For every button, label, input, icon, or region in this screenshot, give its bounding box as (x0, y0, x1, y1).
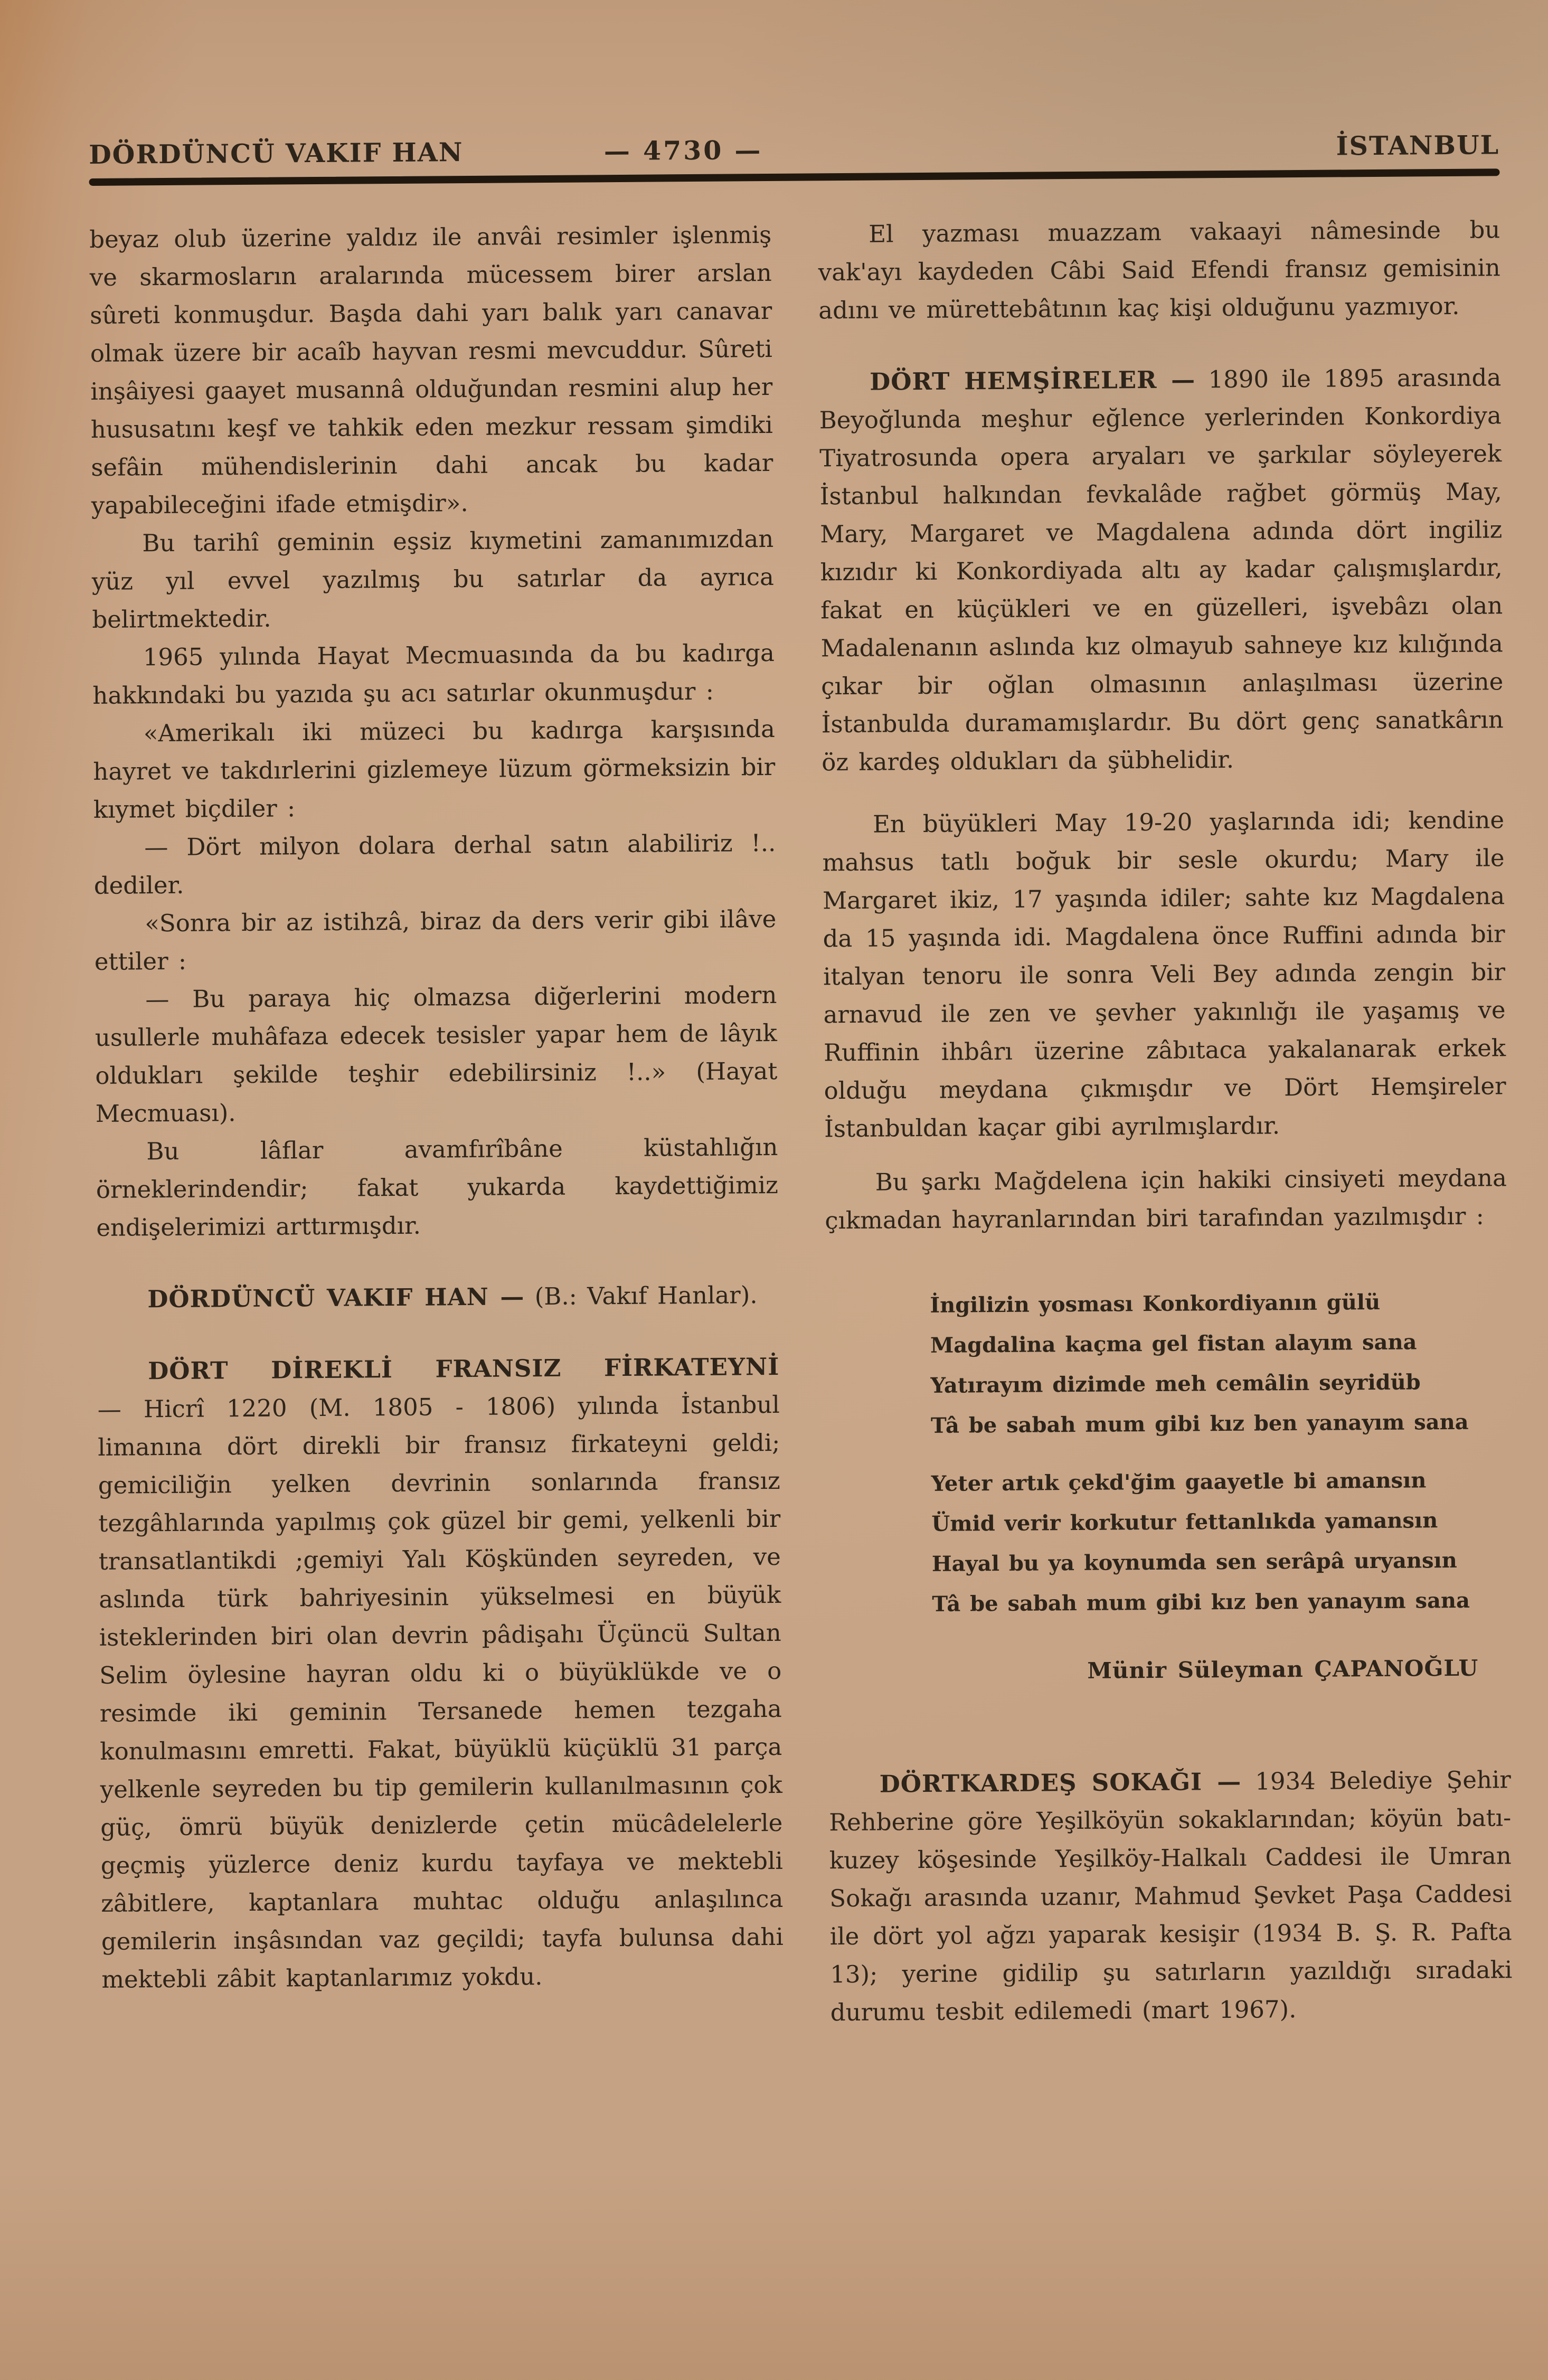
poem-line: Yeter artık çekd'ğim gaayetle bi amansın (931, 1468, 1427, 1496)
poem-line: Yatırayım dizimde meh cemâlin seyridüb (930, 1370, 1421, 1398)
paragraph: «Amerikalı iki müzeci bu kadırga karşısında hayret ve takdırlerini gizlemeye lüzum görmeksizin bir kıymet biçdiler : (93, 714, 776, 824)
paragraph: Bu şarkı Mağdelena için hakiki cinsiyeti meydana çıkmadan hayranlarından biri tarafından yazılmışdır : (825, 1164, 1507, 1235)
paragraph: En büyükleri May 19-20 yaşlarında idi; kendine mahsus tatlı boğuk bir sesle okurdu; Mary ile Margaret ikiz, 17 yaşında idiler; sahte kız Magdalena da 15 yaşında idi. Magdalena önce Ruffini adında bir italyan tenoru ile sonra Veli Bey adında zengin bir arnavud ile zen ve şevher yakınlığı ile yaşamış ve Ruffinin ihbârı üzerine zâbıtaca yakalanarak erkek olduğu meydana çıkmışdır ve Dört Hemşireler İstanbuldan kaçar gibi ayrılmışlardır. (822, 806, 1506, 1143)
poem-line: Ümid verir korkutur fettanlıkda yamansın (931, 1508, 1438, 1536)
poem-line: İngilizin yosması Konkordiyanın gülü (930, 1289, 1381, 1318)
poem-line: Tâ be sabah mum gibi kız ben yanayım sana (932, 1588, 1470, 1617)
poem-line: Magdalina kaçma gel fistan alayım sana (930, 1329, 1417, 1358)
paragraph: beyaz olub üzerine yaldız ile anvâi resimler işlenmiş ve skarmosların aralarında mücessem birer arslan sûreti konmuşdur. Başda dahi yarı balık yarı canavar olmak üzere bir acaîb hayvan resmi mevcuddur. Sûreti inşâiyesi gaayet musannâ olduğundan resmini alup her hususatını keşf ve tahkik eden mezkur ressam şimdiki sefâin mühendislerinin dahi ancak bu kadar yapabileceğini ifade etmişdir». (89, 220, 773, 520)
poem-line: Tâ be sabah mum gibi kız ben yanayım sana (930, 1409, 1469, 1438)
paragraph: — Dört milyon dolara derhal satın alabiliriz !.. dediler. (93, 828, 776, 900)
entry-text: 1934 Belediye Şehir Rehberine göre Yeşilköyün sokaklarından; köyün batı-kuzey köşesinde Yeşilköy-Halkalı Caddesi ile Umran Sokağı arasında uzanır, Mahmud Şevket Paşa Caddesi ile dört yol ağzı yaparak kesişir (1934 B. Ş. R. Pafta 13); yerine gidilip şu satırların yazıldığı sıradaki durumu tesbit edilemedi (mart 1967). (829, 1765, 1513, 2027)
poem-line: Hayal bu ya koynumda sen serâpâ uryansın (931, 1547, 1457, 1576)
entry-title: DÖRT DİREKLİ FRANSIZ FİRKATEYNİ (148, 1352, 780, 1385)
running-title-right: İSTANBUL (1336, 129, 1500, 162)
entry-dort-direkli-fransiz-firkateyni (97, 1348, 784, 1999)
paragraph: «Sonra bir az istihzâ, biraz da ders verir gibi ilâve ettiler : (94, 904, 777, 976)
page-header (89, 129, 1499, 170)
paragraph: El yazması muazzam vakaayi nâmesinde bu vak'ayı kaydeden Câbi Said Efendi fransız gemisinin adını ve mürettebâtının kaç kişi olduğunu yazmıyor. (818, 215, 1500, 325)
page-content (89, 129, 1513, 2037)
text-columns (89, 211, 1513, 2037)
running-title-left: DÖRDÜNCÜ VAKIF HAN (89, 137, 464, 170)
column-left (89, 216, 784, 2037)
entry-title: DÖRT HEMŞİRELER — (870, 365, 1196, 396)
paragraph: Bu lâflar avamfırîbâne küstahlığın örneklerindendir; fakat yukarda kaydettiğimiz endişelerimizi arttırmışdır. (96, 1132, 779, 1242)
column-right (818, 211, 1513, 2032)
entry-text: (B.: Vakıf Hanlar). (534, 1281, 758, 1311)
paragraph: — Bu paraya hiç olmazsa diğerlerini modern usullerle muhâfaza edecek tesisler yapar hem de lâyık oldukları şekilde teşhir edebilirsiniz !..» (Hayat Mecmuası). (95, 980, 778, 1128)
entry-dort-hemsireler (819, 358, 1504, 781)
paragraph: Bu tarihî geminin eşsiz kıymetini zamanımızdan yüz yıl evvel yazılmış bu satırlar da ayrıca belirtmektedir. (91, 524, 775, 634)
entry-text: 1890 ile 1895 arasında Beyoğlunda meşhur eğlence yerlerinden Konkordiya Tiyatrosunda opera aryaları ve şarkılar söyleyerek İstanbul halkından fevkalâde rağbet görmüş May, Mary, Margaret ve Magdalena adında dört ingiliz kızıdır ki Konkordiyada altı ay kadar çalışmışlardır, fakat en küçükleri ve en güzelleri, işvebâzı olan Madalenanın aslında kız olmayub sahneye kız kılığında çıkar bir oğlan olmasının anlaşılması üzerine İstanbulda duramamışlardır. Bu dört genç sanatkârın öz kardeş oldukları da şübhelidir. (819, 363, 1504, 777)
entry-title: DÖRDÜNCÜ VAKIF HAN — (147, 1282, 525, 1314)
header-rule (89, 168, 1500, 186)
poem-stanza-1 (930, 1290, 1508, 1438)
page-number: — 4730 — (603, 135, 763, 167)
entry-dorduncu-vakif-han (97, 1276, 779, 1319)
poem-attribution: Münir Süleyman ÇAPANOĞLU (1087, 1655, 1479, 1684)
folk-song-verses (930, 1290, 1509, 1616)
entry-dortkardes-sokagi (829, 1761, 1513, 2032)
poem-stanza-2 (931, 1468, 1510, 1616)
paragraph: 1965 yılında Hayat Mecmuasında da bu kadırga hakkındaki bu yazıda şu acı satırlar okunmuşdur : (92, 638, 775, 710)
entry-title: DÖRTKARDEŞ SOKAĞI — (879, 1767, 1242, 1798)
entry-text: — Hicrî 1220 (M. 1805 - 1806) yılında İstanbul limanına dört direkli bir fransız firkateyni geldi; gemiciliğin yelken devrinin sonlarında fransız tezgâhlarında yapılmış çok güzel bir gemi, yelkenli bir transatlantikdi ;gemiyi Yalı Köşkünden seyreden, ve aslında türk bahriyesinin yükselmesi en büyük isteklerinden biri olan devrin pâdişahı Üçüncü Sultan Selim öylesine hayran oldu ki o büyüklükde ve o resimde iki geminin Tersanede hemen tezgaha konulmasını emretti. Fakat, büyüklü küçüklü 31 parça yelkenle seyreden bu tip gemilerin kullanılmasının çok güç, ömrü büyük denizlerde çetin mücâdelelerle geçmiş yüzlerce deniz kurdu tayfaya ve mektebli zâbitlere, kaptanlara muhtac olduğu anlaşılınca gemilerin inşâsından vaz geçildi; tayfa bulunsa dahi mektebli zâbit kaptanlarımız yokdu. (97, 1390, 784, 1994)
